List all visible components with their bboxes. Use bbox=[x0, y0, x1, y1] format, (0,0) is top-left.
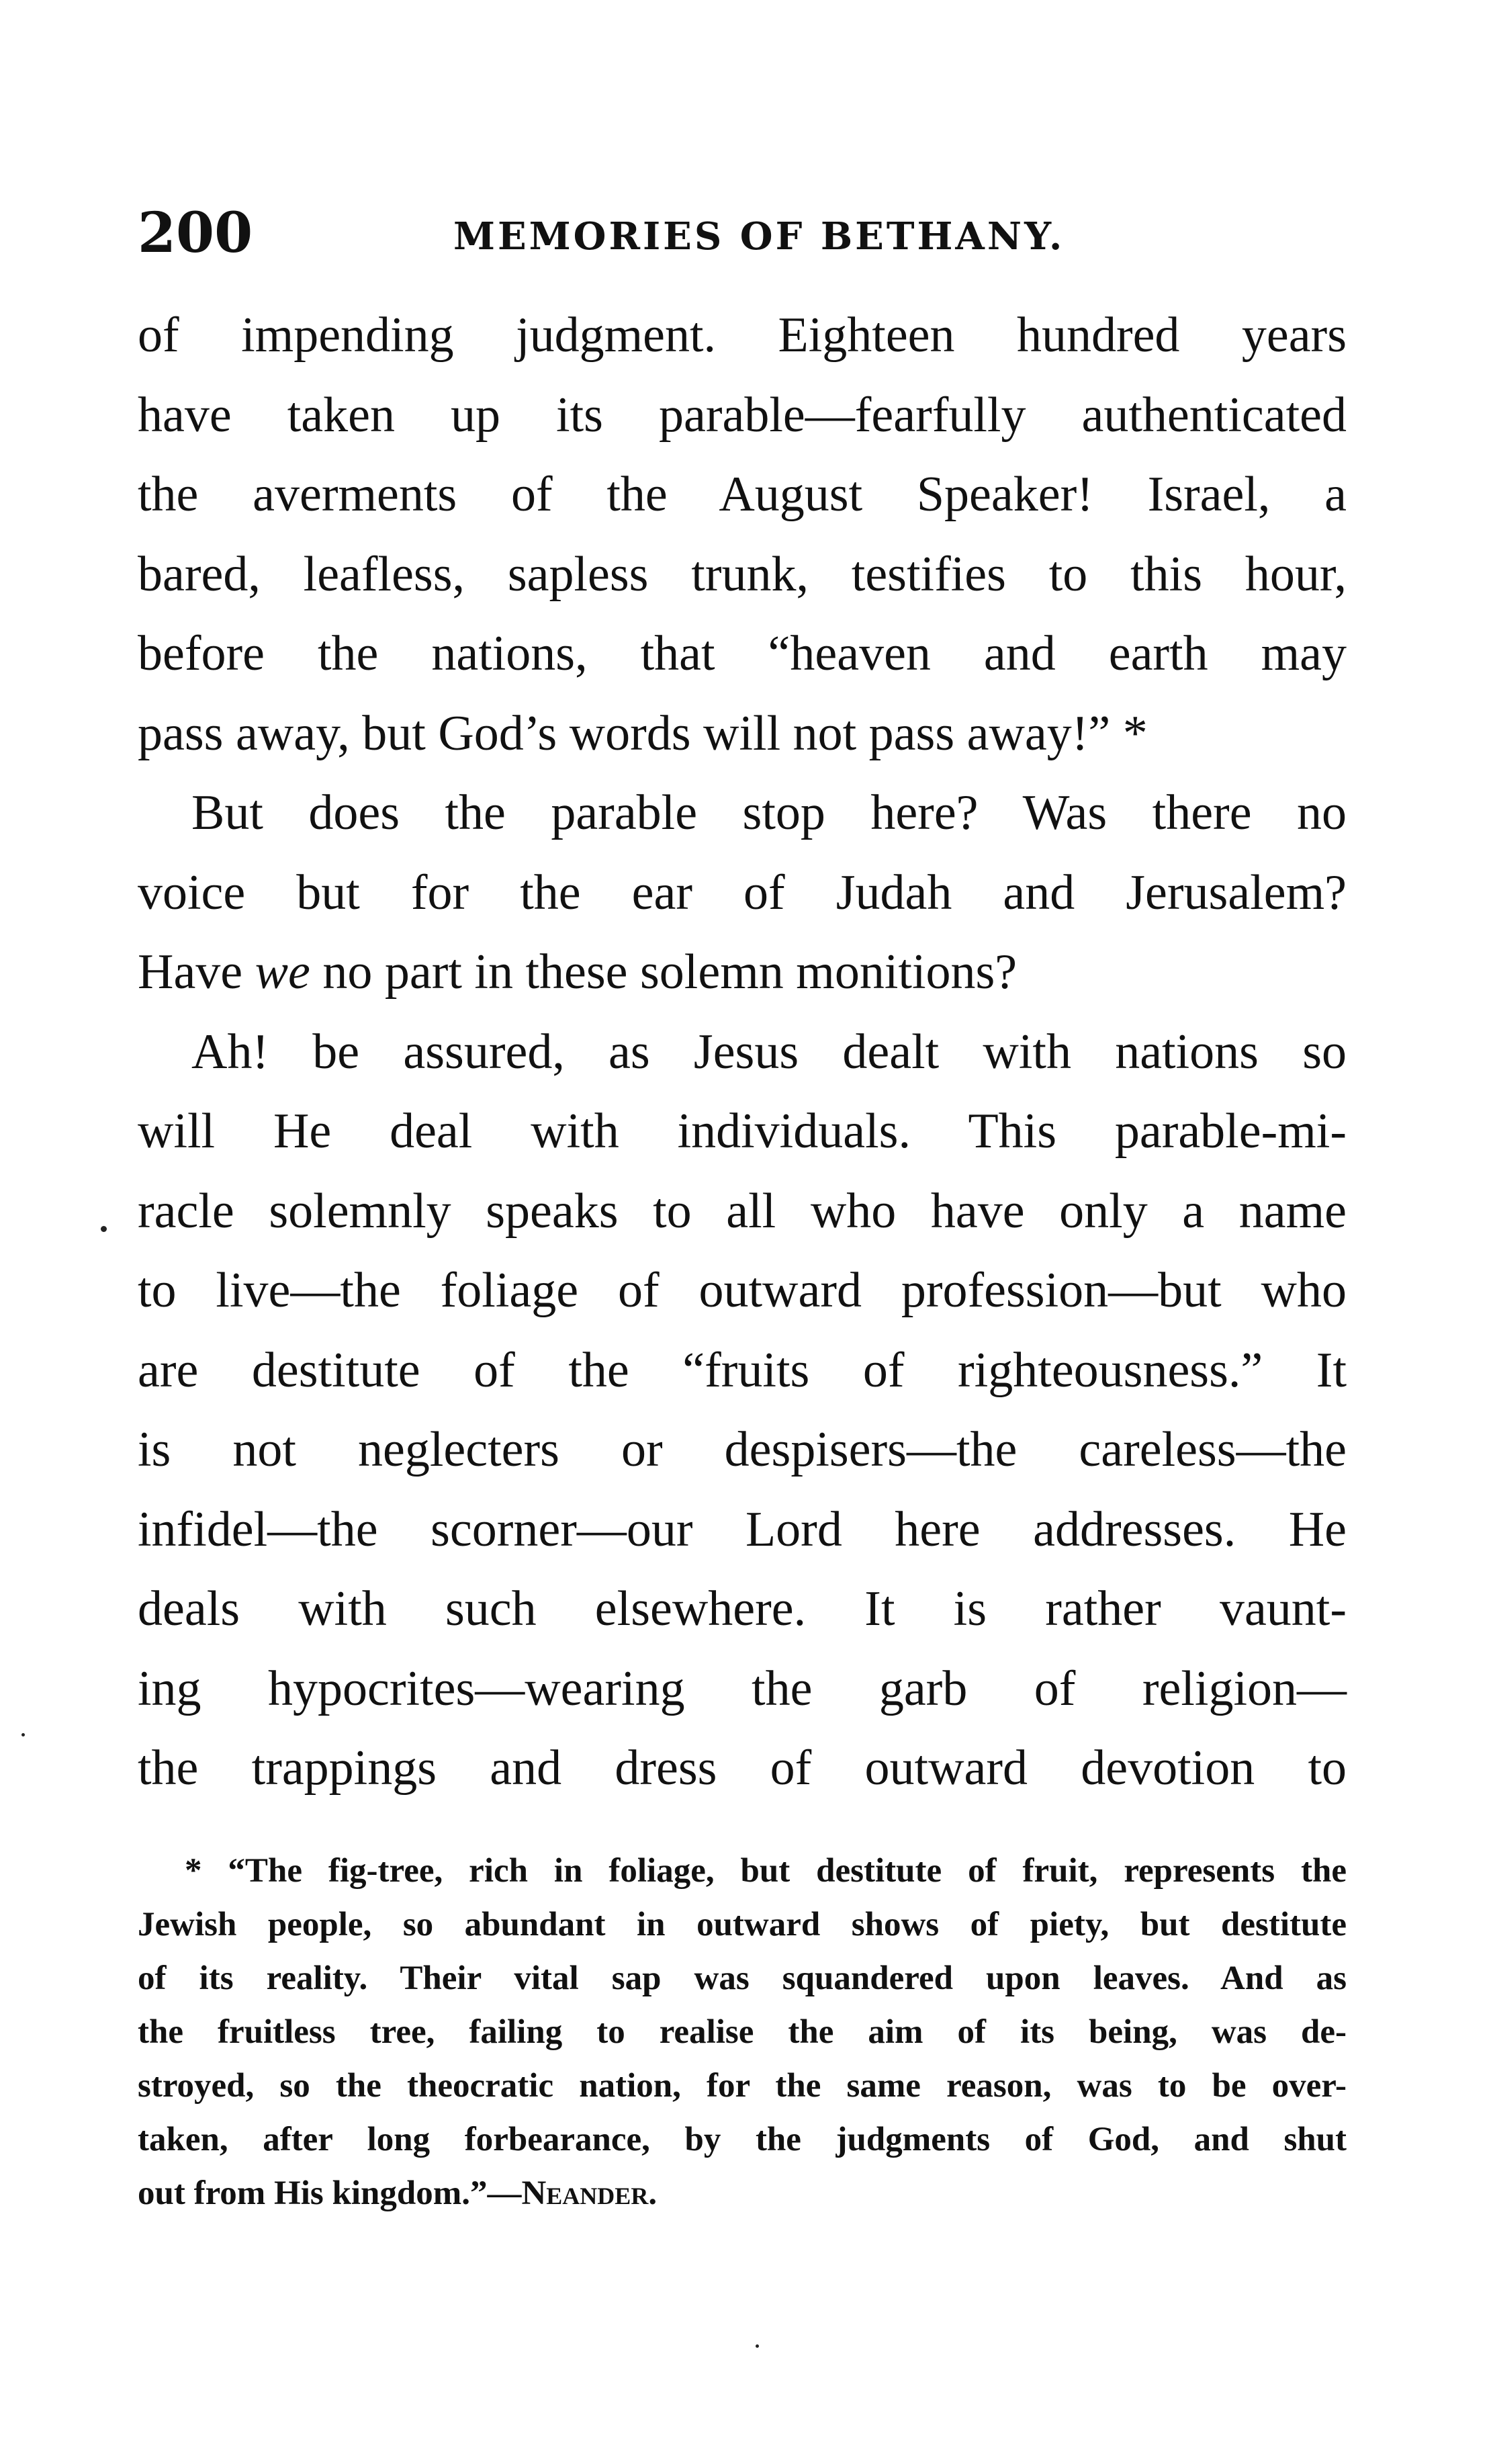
text-line: will He deal with individuals. This parable-mi- bbox=[138, 1104, 1347, 1159]
text-line: ing hypocrites—wearing the garb of religion— bbox=[138, 1661, 1347, 1716]
text-fragment: no part in these solemn monitions? bbox=[310, 944, 1018, 1000]
text-fragment: out from His kingdom.”— bbox=[138, 2174, 522, 2212]
text-line: infidel—the scorner—our Lord here addresses. He bbox=[138, 1501, 1347, 1557]
text-line: the trappings and dress of outward devotion to bbox=[138, 1741, 1347, 1796]
margin-speck bbox=[756, 2344, 759, 2348]
text-line: Ah! be assured, as Jesus dealt with nations so bbox=[191, 1024, 1347, 1080]
margin-speck bbox=[21, 1733, 25, 1736]
text-line: deals with such elsewhere. It is rather vaunt- bbox=[138, 1581, 1347, 1636]
body-text bbox=[138, 296, 1347, 1808]
text-line: racle solemnly speaks to all who have only a name bbox=[138, 1183, 1347, 1239]
footnote-line: stroyed, so the theocratic nation, for the same reason, was to be over- bbox=[138, 2067, 1347, 2105]
footnote-line: of its reality. Their vital sap was squandered upon leaves. And as bbox=[138, 1960, 1347, 1997]
text-fragment: Have bbox=[138, 944, 255, 1000]
footnote-line bbox=[138, 2166, 1347, 2220]
running-title: MEMORIES OF BETHANY. bbox=[453, 214, 1065, 259]
text-line: bared, leafless, sapless trunk, testifies to this hour, bbox=[138, 546, 1347, 602]
text-line: before the nations, that “heaven and earth may bbox=[138, 626, 1347, 681]
text-line: is not neglecters or despisers—the careless—the bbox=[138, 1422, 1347, 1477]
text-line: the averments of the August Speaker! Israel, a bbox=[138, 467, 1347, 522]
margin-speck bbox=[101, 1226, 107, 1232]
footnote-line: Jewish people, so abundant in outward shows of piety, but destitute bbox=[138, 1906, 1347, 1943]
text-line: are destitute of the “fruits of righteousness.” It bbox=[138, 1342, 1347, 1398]
text-line: But does the parable stop here? Was there no bbox=[191, 785, 1347, 840]
footnote-attribution: Neander. bbox=[521, 2174, 658, 2212]
text-line: voice but for the ear of Judah and Jerusalem? bbox=[138, 865, 1347, 920]
text-line: pass away, but God’s words will not pass away!” * bbox=[138, 705, 1148, 761]
page-number: 200 bbox=[138, 201, 253, 265]
footnote bbox=[138, 1844, 1347, 2220]
text-line: of impending judgment. Eighteen hundred years bbox=[138, 308, 1347, 363]
footnote-line: * “The fig-tree, rich in foliage, but destitute of fruit, represents the bbox=[185, 1852, 1347, 1890]
text-line: to live—the foliage of outward profession—but who bbox=[138, 1263, 1347, 1318]
text-line: have taken up its parable—fearfully authenticated bbox=[138, 387, 1347, 443]
page-header bbox=[138, 196, 1347, 270]
italic-word: we bbox=[255, 944, 310, 1000]
text-line bbox=[138, 932, 1347, 1012]
footnote-line: the fruitless tree, failing to realise the aim of its being, was de- bbox=[138, 2013, 1347, 2051]
footnote-line: taken, after long forbearance, by the judgments of God, and shut bbox=[138, 2121, 1347, 2158]
